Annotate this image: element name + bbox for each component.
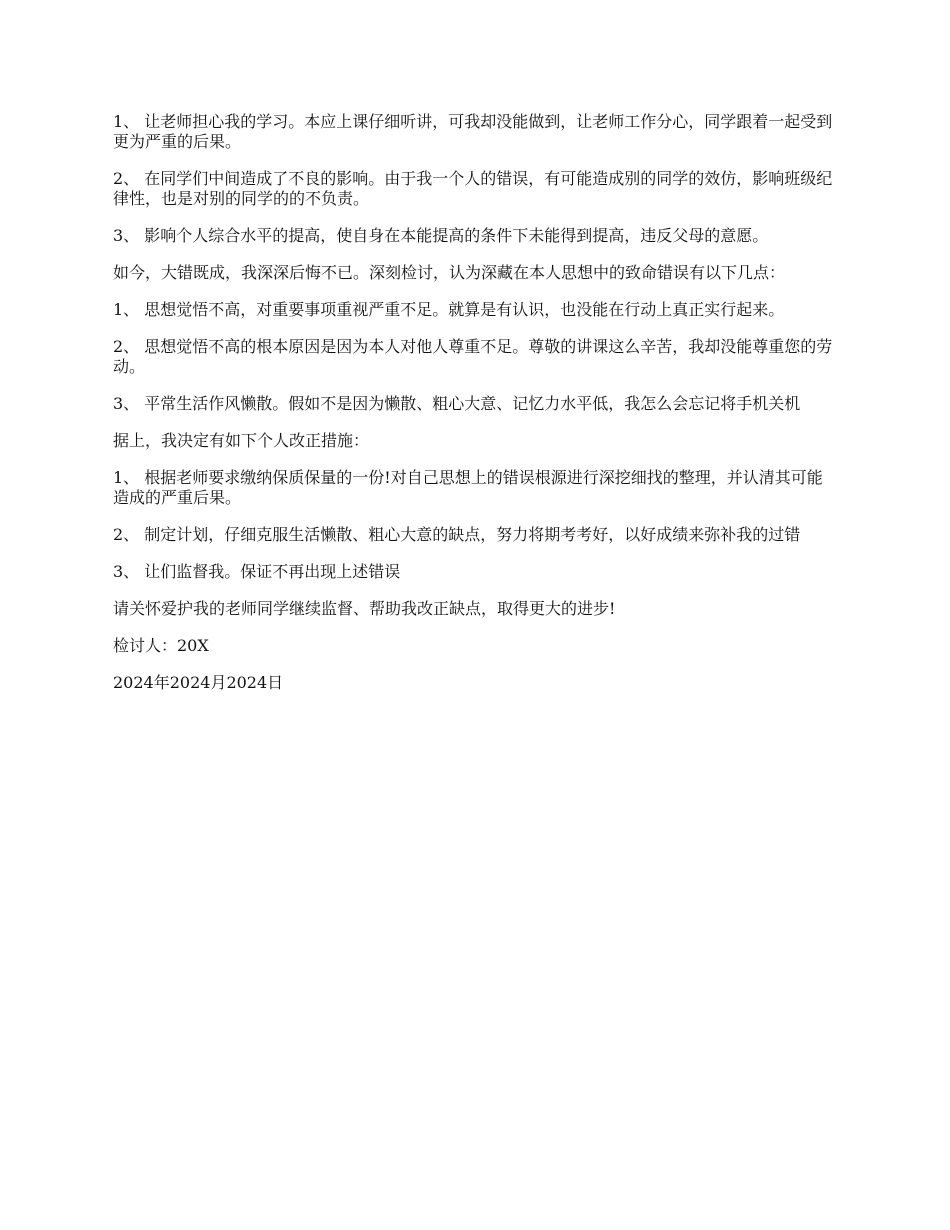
paragraph-measure-3: 3、 让们监督我。保证不再出现上述错误 (113, 562, 401, 581)
signature-line: 检讨人：20X (113, 636, 209, 655)
paragraph-error-1: 1、 思想觉悟不高，对重要事项重视严重不足。就算是有认识，也没能在行动上真正实行起来。 (113, 300, 785, 319)
paragraph-measure-1: 1、 根据老师要求缴纳保质保量的一份!对自己思想上的错误根源进行深挖细找的整理，并认清其可能造成的严重后果。 (113, 468, 823, 507)
paragraph-error-3: 3、 平常生活作风懒散。假如不是因为懒散、粗心大意、记忆力水平低，我怎么会忘记将手机关机 (113, 394, 801, 413)
paragraph-error-2: 2、 思想觉悟不高的根本原因是因为本人对他人尊重不足。尊敬的讲课这么辛苦，我却没能尊重您的劳动。 (113, 337, 833, 376)
paragraph-reflection-intro: 如今，大错既成，我深深后悔不已。深刻检讨，认为深藏在本人思想中的致命错误有以下几点： (113, 263, 786, 282)
paragraph-impact-1: 1、 让老师担心我的学习。本应上课仔细听讲，可我却没能做到，让老师工作分心，同学跟着一起受到更为严重的后果。 (113, 112, 833, 151)
paragraph-impact-2: 2、 在同学们中间造成了不良的影响。由于我一个人的错误，有可能造成别的同学的效仿，影响班级纪律性，也是对别的同学的的不负责。 (113, 169, 833, 208)
date-line: 2024年2024月2024日 (113, 673, 284, 692)
document-body (113, 112, 838, 710)
paragraph-measure-2: 2、 制定计划，仔细克服生活懒散、粗心大意的缺点，努力将期考考好，以好成绩来弥补我的过错 (113, 525, 801, 544)
paragraph-impact-3: 3、 影响个人综合水平的提高，使自身在本能提高的条件下未能得到提高，违反父母的意愿。 (113, 226, 769, 245)
paragraph-measures-intro: 据上，我决定有如下个人改正措施： (113, 431, 370, 450)
paragraph-closing: 请关怀爱护我的老师同学继续监督、帮助我改正缺点，取得更大的进步! (113, 599, 616, 618)
